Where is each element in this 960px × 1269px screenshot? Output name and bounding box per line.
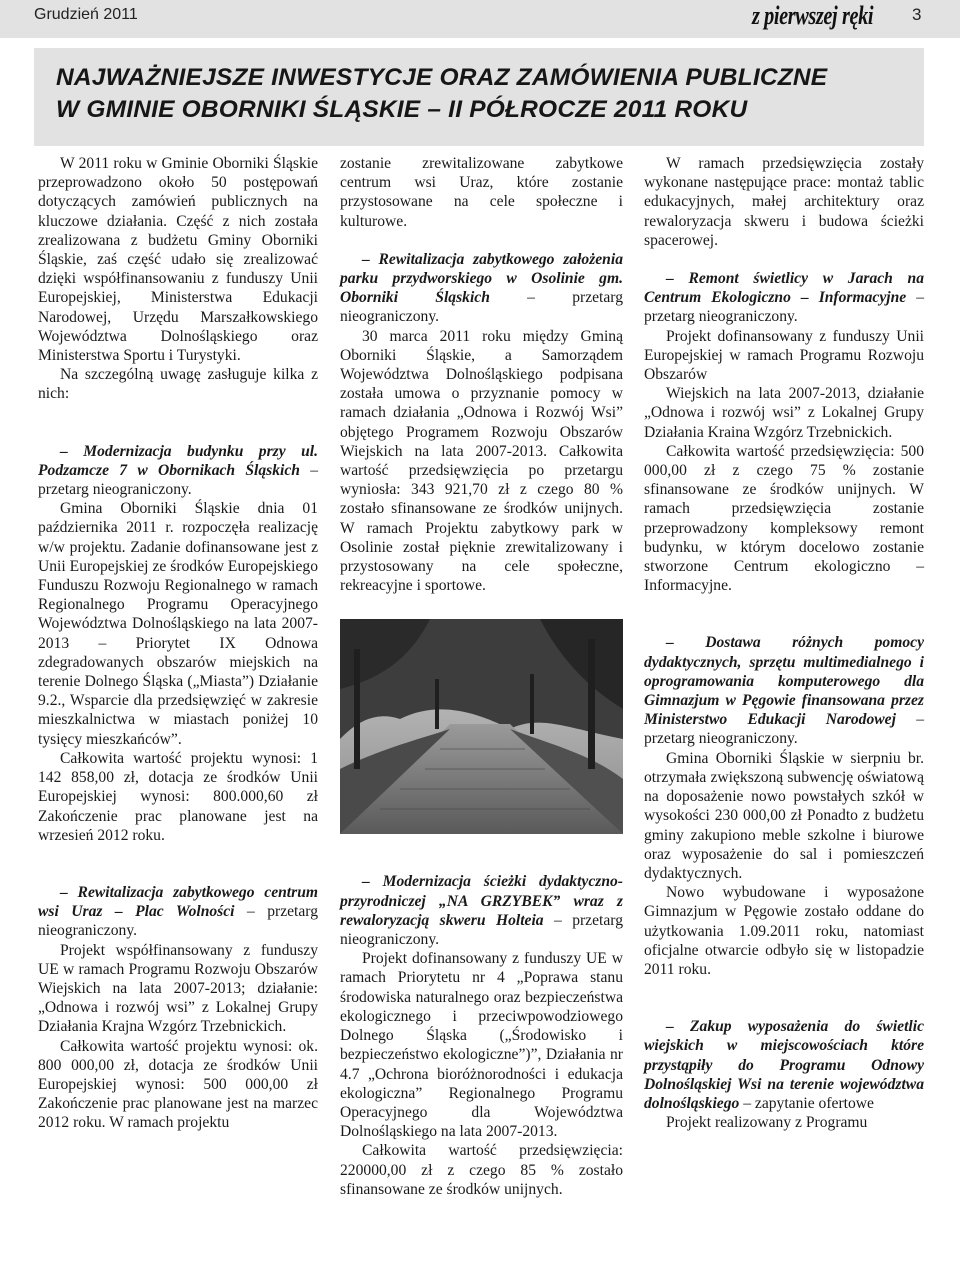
body-paragraph: Gmina Oborniki Śląskie dnia 01 października 2011 r. rozpoczęła realizację w/w projektu. Zadanie dofinansowane jest z Unii Europejskiej ze środków Europejskiego Funduszu Rozwoju Regionalnego w ramach Regionalnego Programu Operacyjnego Województwa Dolnośląskiego na lata 2007-2013 – Priorytet IX Odnowa zdegradowanych obszarów miejskich na terenie Dolnego Śląska („Miasta”) Działanie 9.2., Wsparcie dla przedsięwzięć w zakresie mieszkalnictwa w miastach poniżej 10 tysięcy mieszkańców”. [38, 500, 318, 748]
body-paragraph: Całkowita wartość projektu wynosi: 1 142 858,00 zł, dotacja ze środków Unii Europejskiej wynosi: 800.000,60 zł Zakończenie prac planowane jest na wrzesień 2012 roku. [38, 749, 318, 844]
article-column-3 [644, 154, 924, 1132]
body-paragraph: 30 marca 2011 roku między Gminą Oborniki Śląskie, a Samorządem Województwa Dolnośląskiego podpisana została umowa o przyznanie pomocy w ramach działania „Odnowa i Rozwój Wsi” objętego Programem Rozwoju Obszarów Wiejskich na lata 2007-2013. Całkowita wartość przedsięwzięcia po przetargu wyniosła: 343 921,70 zł z czego 80 % zostało sfinansowane ze środków unijnych. W ramach Projektu zabytkowy park w Osolinie został pięknie zrewitalizowany i przystosowany na cele społeczne, rekreacyjne i sportowe. [340, 327, 623, 595]
section-title: – Modernizacja ścieżki dydaktyczno-przyrodniczej „NA GRZYBEK” wraz z rewaloryzacją skweru Holteia [340, 873, 623, 929]
body-paragraph: Projekt dofinansowany z funduszy Unii Europejskiej w ramach Programu Rozwoju Obszarów [644, 327, 924, 384]
tender-type: – przetarg nieograniczony. [38, 461, 319, 499]
headline-line-1: NAJWAŻNIEJSZE INWESTYCJE ORAZ ZAMÓWIENIA PUBLICZNE [56, 64, 828, 91]
body-paragraph: Wiejskich na lata 2007-2013, działanie „Odnowa i rozwój wsi” z Lokalnej Grupy Działania Kraina Wzgórz Trzebnickich. [644, 385, 924, 441]
page-number: 3 [912, 5, 922, 24]
section-title: – Modernizacja budynku przy ul. Podzamcze 7 w Obornikach Śląskich [38, 442, 318, 479]
body-paragraph: W ramach przedsięwzięcia zostały wykonane następujące prace: montaż tablic edukacyjnych, małej architektury oraz rewaloryzacja skweru i budowa ścieżki spacerowej. [644, 155, 924, 249]
body-paragraph: Całkowita wartość przedsięwzięcia: 220000,00 zł z czego 85 % zostało sfinansowane ze środków unijnych. [340, 1142, 623, 1198]
tender-type: – zapytanie ofertowe [739, 1094, 874, 1112]
tender-type: – przetarg nieograniczony. [38, 903, 319, 940]
masthead-logo: z pierwszej ręki [752, 1, 874, 30]
section-rewitalizacja-uraz [38, 883, 318, 941]
body-paragraph: Całkowita wartość projektu wynosi: ok. 800 000,00 zł, dotacja ze środków Unii Europejskiej wynosi: 500 000,00 zł Zakończenie prac planowane jest na marzec 2012 roku. W ramach projektu [38, 1037, 318, 1132]
body-paragraph: Nowo wybudowane i wyposażone Gimnazjum w Pęgowie zostało oddane do użytkowania 1.09.2011 roku, natomiast oficjalne otwarcie odbyło się w listopadzie 2011 roku. [644, 884, 924, 978]
article-column-1 [38, 154, 318, 1133]
body-paragraph: Całkowita wartość przedsięwzięcia: 500 000,00 zł z czego 75 % zostanie sfinansowane ze środków unijnych. W ramach przedsięwzięcia zostanie przeprowadzony kompleksowy remont budynku, w którym docelowo zostanie stworzone Centrum ekologiczno – Informacyjne. [644, 442, 924, 595]
section-modernizacja-podzamcze [38, 442, 318, 500]
section-title: – Remont świetlicy w Jarach na Centrum Ekologiczno – Informacyjne [644, 270, 924, 307]
tender-type: – przetarg nieograniczony. [340, 911, 623, 949]
body-paragraph: Projekt współfinansowany z funduszy UE w ramach Programu Rozwoju Obszarów Wiejskich na lata 2007-2013; działanie: „Odnowa i rozwój wsi” z Lokalnej Grupy Działania Krajna Wzgórz Trzebnickich. [38, 941, 318, 1036]
section-gimnazjum-pegow [644, 633, 924, 748]
issue-date: Grudzień 2011 [34, 6, 138, 23]
tender-type: – przetarg nieograniczony. [644, 289, 924, 326]
tender-type: – przetarg nieograniczony. [644, 711, 924, 748]
body-paragraph: Projekt dofinansowany z funduszy UE w ramach Priorytetu nr 4 „Poprawa stanu środowiska naturalnego oraz bezpieczeństwa ekologicznego i przeciwpowodziowego Dolnego Śląska („Środowisko i bezpieczeństwo ekologiczne”)”, Działania nr 4.7 „Ochrona bioróżnorodności i edukacja ekologiczna” Regionalnego Programu Operacyjnego dla Województwa Dolnośląskiego na lata 2007-2013. [340, 950, 623, 1141]
attention-paragraph: Na szczególną uwagę zasługuje kilka z nich: [38, 366, 318, 403]
headline-line-2: W GMINIE OBORNIKI ŚLĄSKIE – II PÓŁROCZE 2011 ROKU [56, 96, 748, 123]
section-swietlica-jary [644, 269, 924, 327]
article-headline [56, 62, 926, 126]
tender-type: – przetarg nieograniczony. [340, 289, 623, 326]
body-paragraph: Gmina Oborniki Śląskie w sierpniu br. otrzymała zwiększoną subwencję oświatową na doposażenie nowo powstałych szkół w wysokości 230 000,00 zł Ponadto z budżetu gminy zakupiono meble szkolne i biurowe oraz wyposażenie do sal i pomieszczeń dydaktycznych. [644, 749, 924, 882]
body-paragraph: Projekt realizowany z Programu [666, 1114, 868, 1132]
section-title: – Zakup wyposażenia do świetlic wiejskich w miejscowościach które przystąpiły do Programu Odnowy Dolnośląskiej Wsi na terenie województwa dolnośląskiego [644, 1018, 924, 1112]
section-rewitalizacja-osolin [340, 250, 623, 327]
intro-paragraph: W 2011 roku w Gminie Oborniki Śląskie przeprowadzono około 50 postępowań dotyczących zamówień publicznych na kluczowe działania. Część z nich została zrealizowana z budżetu Gminy Oborniki Śląskie, zaś część udało się zrealizować dzięki współfinansowaniu z funduszy Unii Europejskiej, Ministerstwa Edukacji Narodowej, Urzędu Marszałkowskiego Województwa Dolnośląskiego oraz Ministerstwa Sportu i Turystyki. [38, 155, 318, 365]
section-title: – Rewitalizacja zabytkowego centrum wsi Uraz – Plac Wolności [38, 883, 318, 921]
section-title: – Rewitalizacja zabytkowego założenia parku przydworskiego w Osolinie gm. Oborniki Śląskich [340, 250, 623, 307]
park-path-photo [340, 619, 623, 834]
section-sciezka-na-grzybek [340, 872, 623, 949]
section-wyposazenie-swietlic [644, 1017, 924, 1113]
section-title: – Dostawa różnych pomocy dydaktycznych, sprzętu multimedialnego i oprogramowania komputerowego dla Gimnazjum w Pęgowie finansowana przez Ministerstwo Edukacji Narodowej [644, 634, 924, 729]
article-column-2 [340, 154, 623, 1199]
body-paragraph: zostanie zrewitalizowane zabytkowe centrum wsi Uraz, które zostanie przystosowane na cele społeczne i kulturowe. [340, 155, 623, 230]
